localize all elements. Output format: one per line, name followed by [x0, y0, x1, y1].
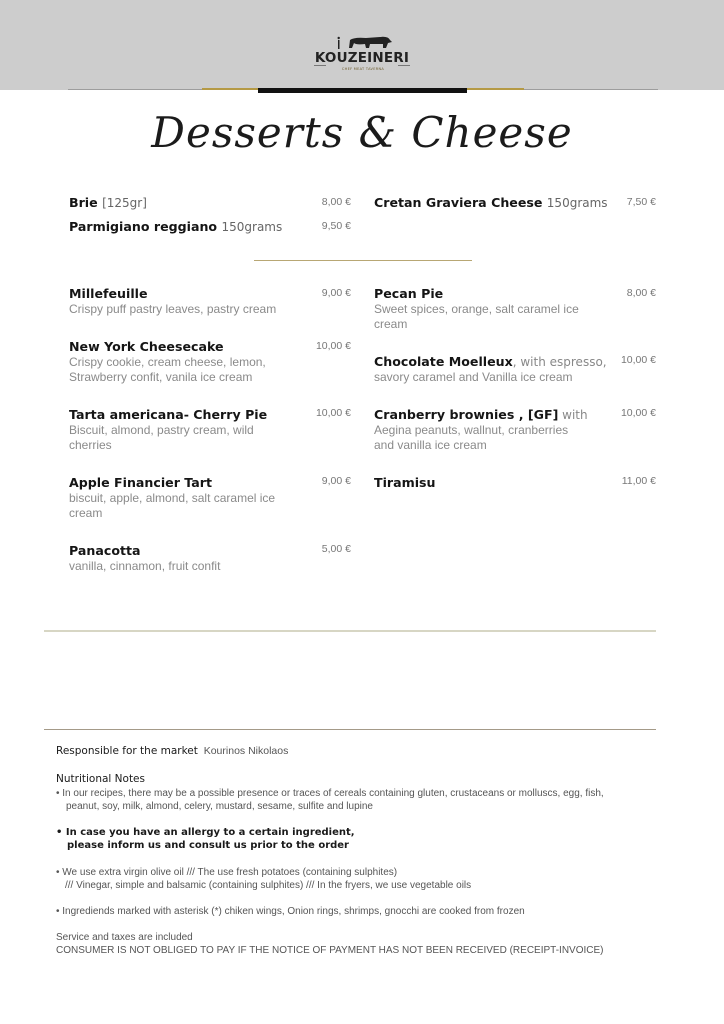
section-divider: [254, 260, 472, 261]
menu-item-graviera: Cretan Graviera Cheese 150grams: [374, 195, 608, 210]
price: 10,00 €: [315, 340, 351, 352]
oil-note-cont: /// Vinegar, simple and balsamic (containing sulphites) /// In the fryers, we use vegetable oils: [65, 880, 472, 891]
allergy-warning-cont: please inform us and consult us prior to the order: [67, 840, 349, 851]
menu-item-chocolate-moelleux: Chocolate Moelleux, with espresso, savory caramel and Vanilla ice cream: [374, 354, 607, 384]
logo-tagline: CHEF MEAT TAVERNA: [341, 67, 385, 71]
menu-item-brie: Brie [125gr]: [69, 195, 147, 210]
responsible-line: Responsible for the market Kourinos Nikolaos: [56, 745, 289, 757]
price: 7,50 €: [626, 196, 656, 208]
divider: [44, 729, 656, 730]
frozen-note: • Ingrediends marked with asterisk (*) chiken wings, Onion rings, shrimps, gnocchi are cooked from frozen: [56, 906, 525, 917]
service-note: Service and taxes are included: [56, 932, 193, 943]
oil-note: • We use extra virgin olive oil /// The use fresh potatoes (containing sulphites): [56, 867, 398, 878]
menu-item-millefeuille: Millefeuille Crispy puff pastry leaves, pastry cream: [69, 286, 277, 316]
divider: [44, 630, 656, 632]
menu-item-tiramisu: Tiramisu: [374, 475, 436, 490]
price: 10,00 €: [620, 407, 656, 419]
logo: [312, 34, 412, 74]
price: 8,00 €: [626, 287, 656, 299]
price: 8,00 €: [321, 196, 351, 208]
cow-icon: [336, 34, 396, 50]
header-rule-black: [258, 88, 467, 93]
logo-text: KOUZEINERI: [314, 50, 410, 66]
allergen-note: • In our recipes, there may be a possible presence or traces of cereals containing gluten, crustaceans or molluscs, egg, fish,: [56, 788, 604, 799]
menu-item-cherry-pie: Tarta americana- Cherry Pie Biscuit, almond, pastry cream, wild cherries: [69, 407, 268, 452]
price: 10,00 €: [620, 354, 656, 366]
price: 9,50 €: [321, 220, 351, 232]
menu-item-ny-cheesecake: New York Cheesecake Crispy cookie, cream cheese, lemon, Strawberry confit, vanila ice cream: [69, 339, 266, 384]
price: 9,00 €: [321, 475, 351, 487]
menu-item-apple-financier: Apple Financier Tart biscuit, apple, almond, salt caramel ice cream: [69, 475, 276, 520]
consumer-note: CONSUMER IS NOT OBLIGED TO PAY IF THE NOTICE OF PAYMENT HAS NOT BEEN RECEIVED (RECEIPT-INVOICE): [56, 945, 604, 956]
price: 11,00 €: [621, 475, 656, 487]
allergy-warning: • In case you have an allergy to a certain ingredient,: [56, 827, 355, 838]
nutritional-title: Nutritional Notes: [56, 773, 145, 785]
menu-item-cranberry-brownies: Cranberry brownies , [GF] with Aegina peanuts, wallnut, cranberries and vanilla ice cream: [374, 407, 588, 452]
price: 10,00 €: [315, 407, 351, 419]
menu-item-pecan-pie: Pecan Pie Sweet spices, orange, salt caramel ice cream: [374, 286, 579, 331]
header-band: [0, 0, 724, 90]
menu-item-panacotta: Panacotta vanilla, cinnamon, fruit confit: [69, 543, 221, 573]
price: 5,00 €: [321, 543, 351, 555]
page-title: Desserts & Cheese: [151, 108, 573, 157]
price: 9,00 €: [321, 287, 351, 299]
allergen-note-cont: peanut, soy, milk, almond, celery, mustard, sesame, sulfite and lupine: [66, 801, 373, 812]
menu-item-parmigiano: Parmigiano reggiano 150grams: [69, 219, 283, 234]
